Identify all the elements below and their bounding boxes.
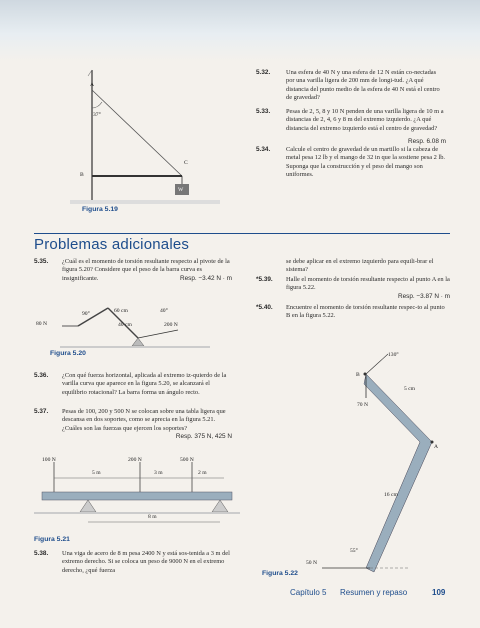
problem-text: ¿Cuál es el momento de torsión resultante respecto al pivote de la figura 5.20? Considere que el peso de la barra curva es insignificante.	[62, 258, 230, 282]
problem-number: 5.34.	[256, 146, 271, 153]
fig519-label-b: B	[80, 172, 84, 178]
fig520-force-left: 80 N	[36, 321, 48, 327]
pivot	[132, 338, 144, 346]
problem-5-32	[256, 69, 446, 105]
fig519-weight: W	[178, 187, 184, 193]
fig522-label-a: A	[434, 444, 439, 450]
figure-5-21	[34, 456, 240, 536]
problem-number: *5.40.	[256, 304, 273, 311]
section-rule	[34, 233, 450, 234]
problem-text: Calcule el centro de gravedad de un martillo si la cabeza de metal pesa 12 lb y el mango de 32 in que la sostiene pesa 2 lb. Suponga que la construcción y el peso del mango son uniformes.	[286, 146, 446, 179]
ground	[34, 512, 240, 514]
fig521-caption: Figura 5.21	[34, 536, 70, 543]
fig522-dist-top: 5 cm	[404, 386, 416, 392]
fig521-w3: 500 N	[180, 457, 194, 463]
force-200	[138, 330, 178, 338]
figure-5-20	[60, 300, 210, 348]
support-right	[212, 500, 228, 512]
cable	[92, 90, 182, 176]
fig522-caption: Figura 5.22	[262, 570, 298, 577]
footer-chapter: Capítulo 5	[290, 588, 327, 597]
problem-text: Una viga de acero de 8 m pesa 2400 N y está sos-tenida a 3 m del extremo derecho. Si se coloca un peso de 9000 N en el extremo derecho, ¿qué fuerza	[62, 550, 230, 574]
problem-answer: Resp. 6.08 m	[407, 138, 446, 145]
fig520-angle-right: 40°	[160, 308, 168, 314]
problem-5-38-continuation	[286, 258, 450, 276]
angle-arc	[92, 102, 102, 108]
problem-text: Una esfera de 40 N y una esfera de 12 N están co-nectadas por una varilla ligera de 200 mm de longi-tud. ¿A qué distancia del punto medio de la esfera de 40 N está el centro de gravedad?	[286, 69, 440, 102]
problem-text: Halle el momento de torsión resultante respecto al punto A en la figura 5.22.	[286, 276, 450, 292]
fig521-total: 8 m	[148, 514, 157, 520]
problem-5-39	[256, 276, 450, 304]
fig520-dist-left: 60 cm	[114, 308, 128, 314]
problem-answer: Resp. 375 N, 425 N	[175, 433, 232, 440]
problem-text: Pesas de 100, 200 y 500 N se colocan sobre una tabla ligera que descansa en dos soportes, como se aprecia en la figura 5.21. ¿Cuáles son las fuerzas que ejercen los soportes?	[62, 408, 226, 432]
problem-5-34	[256, 146, 446, 190]
fig520-caption: Figura 5.20	[50, 350, 86, 357]
problem-number: 5.36.	[34, 372, 49, 379]
point-b	[364, 373, 367, 376]
problem-text: Pesas de 2, 5, 8 y 10 N penden de una varilla ligera de 10 m a distancias de 2, 4, 6 y 8 m del extremo izquierdo. ¿A qué distancia del extremo izquierdo está el centro de gravedad?	[286, 108, 444, 132]
problem-5-40	[256, 304, 450, 324]
fig522-dist-long: 16 cm	[384, 492, 398, 498]
problem-number: 5.32.	[256, 69, 271, 76]
fig520-angle-left: 90°	[82, 311, 90, 317]
bent-bar	[364, 374, 432, 572]
figure-5-19	[70, 68, 220, 220]
fig522-force-bottom: 50 N	[306, 560, 318, 566]
support-left	[80, 500, 96, 512]
fig519-label-a: A	[90, 82, 95, 88]
continuation-text: se debe aplicar en el extremo izquierdo para equili-brar el sistema?	[286, 258, 434, 274]
board	[42, 492, 232, 500]
fig521-w2: 200 N	[128, 457, 142, 463]
fig522-angle-top: 130°	[388, 352, 399, 358]
fig522-force-top: 70 N	[357, 402, 369, 408]
fig521-d2: 3 m	[154, 470, 163, 476]
footer-page-number: 109	[432, 588, 446, 597]
problem-5-38	[34, 550, 234, 584]
problem-answer: Resp. −3.87 N · m	[397, 293, 450, 300]
fig522-label-b: B	[356, 372, 360, 378]
problem-text: Encuentre el momento de torsión resultante respec-to al punto B en la figura 5.22.	[286, 304, 445, 320]
problem-text: ¿Con qué fuerza horizontal, aplicada al extremo iz-quierdo de la varilla curva que aparece en la figura 5.20, se alcanzará el equilibrio rotacional? La barra forma un ángulo recto.	[62, 372, 227, 396]
footer-section: Resumen y repaso	[340, 588, 408, 597]
problem-5-35	[34, 258, 234, 292]
fig520-dist-right: 40 cm	[118, 322, 132, 328]
section-title: Problemas adicionales	[34, 236, 190, 253]
floor	[60, 346, 210, 348]
fig519-angle: 37°	[93, 112, 101, 118]
problem-number: 5.35.	[34, 258, 49, 265]
problem-number: 5.38.	[34, 550, 49, 557]
fig522-angle-bottom: 55°	[350, 548, 358, 554]
fig519-caption: Figura 5.19	[82, 206, 118, 213]
problem-number: 5.37.	[34, 408, 49, 415]
problem-5-36	[34, 372, 234, 412]
problem-answer: Resp. −3.42 N · m	[179, 275, 232, 282]
fig521-d3: 2 m	[198, 470, 207, 476]
ground	[70, 200, 220, 204]
problem-5-37	[34, 408, 234, 452]
fig519-label-c: C	[184, 160, 188, 166]
force-130-ref	[366, 354, 388, 374]
decorative-header-banner	[0, 0, 480, 62]
fig521-w1: 100 N	[42, 457, 56, 463]
problem-number: *5.39.	[256, 276, 273, 283]
figure-5-22	[270, 346, 450, 576]
problem-number: 5.33.	[256, 108, 271, 115]
fig520-force-right: 200 N	[164, 322, 178, 328]
fig521-d1: 5 m	[92, 470, 101, 476]
